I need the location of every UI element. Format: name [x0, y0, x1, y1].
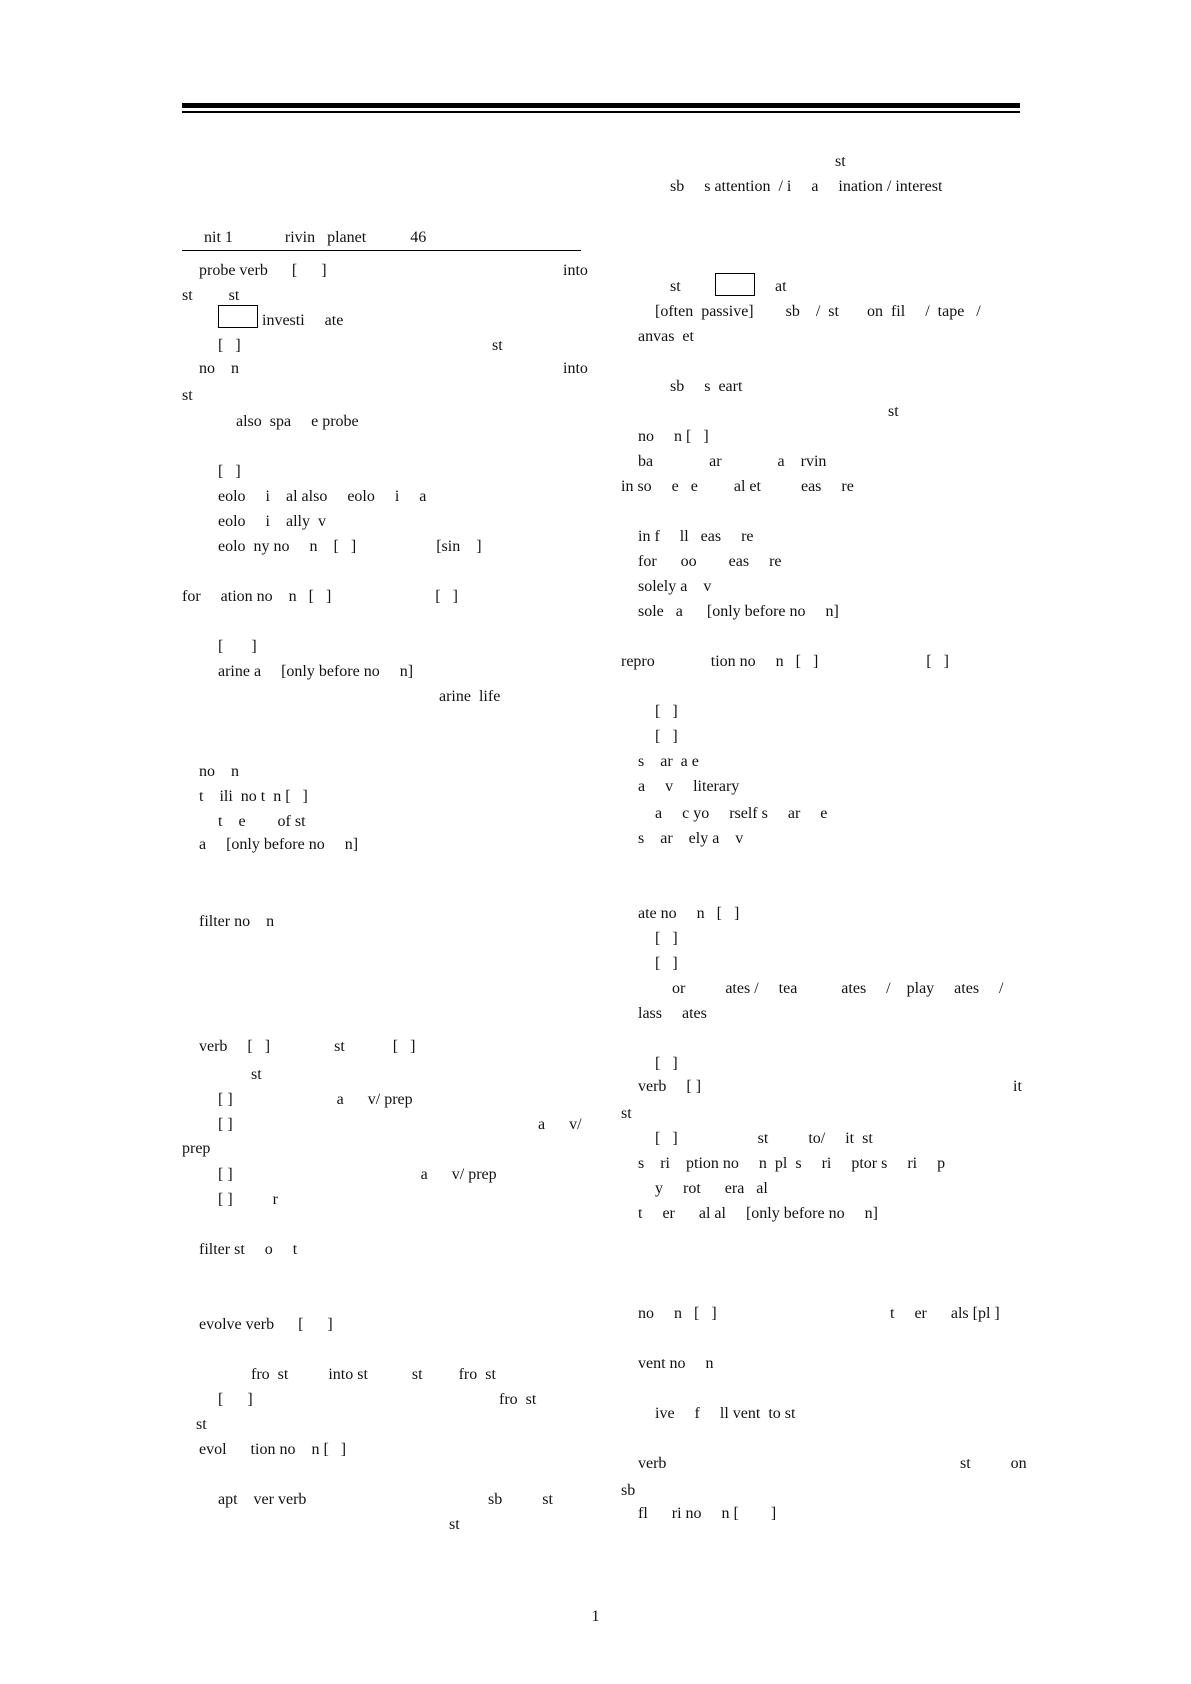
- entry-geologist: eolo ny no n [ ] [sin ]: [218, 538, 482, 555]
- entry-filter-sense-1: [ ] a v/ prep: [218, 1091, 413, 1108]
- entry-filter-sense-3: [ ] a v/ prep: [218, 1166, 497, 1183]
- entry-geothermal-origin: y rot era al: [655, 1180, 768, 1197]
- entry-filter-noun: filter no n: [199, 913, 275, 930]
- entry-capture-attention: sb s attention / i a ination / interest: [670, 178, 943, 195]
- entry-capture-st-3: st: [888, 403, 899, 420]
- entry-describe-verb: verb [ ]: [638, 1078, 702, 1095]
- entry-probe-line: st st: [182, 287, 240, 304]
- entry-filter-out: filter st o t: [199, 1241, 298, 1258]
- entry-marine-example: arine life: [439, 688, 501, 705]
- entry-evolve-pattern: fro st into st st fro st: [251, 1366, 496, 1383]
- entry-probe-sense: [ ]: [218, 337, 241, 354]
- entry-measure-full: in f ll eas re: [638, 528, 754, 545]
- entry-describe-st: st: [621, 1105, 632, 1122]
- entry-measure-good: for oo eas re: [638, 553, 782, 570]
- unit-heading: nit 1 rivin planet 46: [204, 229, 427, 246]
- entry-filter-sense-2: [ ]: [218, 1116, 233, 1133]
- entry-measure-example: ba ar a rvin: [638, 453, 827, 470]
- entry-solely: solely a v: [638, 578, 712, 595]
- entry-captivate-st: st: [449, 1516, 460, 1533]
- entry-probe-noun: no n: [199, 360, 239, 377]
- entry-filter-prep: prep: [182, 1140, 211, 1157]
- entry-capture-passive: [often passive] sb / st on fil / tape /: [655, 303, 981, 320]
- entry-marine: arine a [only before no n]: [218, 663, 414, 680]
- entry-evolve: evolve verb [ ]: [199, 1316, 333, 1333]
- entry-filter-sense-2-tail: a v/: [538, 1116, 582, 1133]
- entry-spare-example: a c yo rself s ar e: [655, 805, 828, 822]
- entry-noun-1: no n: [199, 763, 239, 780]
- entry-capture-canvas: anvas et: [638, 328, 694, 345]
- entry-geologically: eolo i ally v: [218, 513, 326, 530]
- entry-reproduction-sense-1: [ ]: [655, 703, 678, 720]
- entry-mate: ate no n [ ]: [638, 905, 740, 922]
- entry-probe-into: into: [563, 262, 588, 279]
- entry-probe-also: also spa e probe: [236, 413, 359, 430]
- entry-utility-example: t e of st: [218, 813, 306, 830]
- entry-mate-sense-1: [ ]: [655, 930, 678, 947]
- entry-evolve-from: fro st: [499, 1391, 537, 1408]
- entry-mate-classmates: lass ates: [638, 1005, 707, 1022]
- entry-captivate: apt ver verb: [218, 1491, 307, 1508]
- entry-geology-sense: [ ]: [218, 463, 241, 480]
- entry-reproduction: repro tion no n [ ] [ ]: [621, 653, 949, 670]
- entry-vent-verb: verb: [638, 1455, 667, 1472]
- entry-thermal: t er al al [only before no n]: [638, 1205, 878, 1222]
- blank-box-right: [715, 273, 755, 296]
- entry-filter-st: st: [251, 1066, 262, 1083]
- entry-capture-heart: sb s eart: [670, 378, 743, 395]
- entry-reproduction-sense-2: [ ]: [655, 728, 678, 745]
- entry-mate-sense-2: [ ]: [655, 955, 678, 972]
- entry-describe-it: it: [1013, 1078, 1022, 1095]
- entry-thermal-noun: no n [ ]: [638, 1305, 717, 1322]
- entry-mate-sense-3: [ ]: [655, 1055, 678, 1072]
- entry-sole: sole a [only before no n]: [638, 603, 839, 620]
- entry-capture-at: at: [775, 278, 787, 295]
- entry-filter-verb: verb [ ] st [ ]: [199, 1038, 416, 1055]
- entry-thermals: t er als [pl ]: [890, 1305, 1000, 1322]
- entry-evolve-sense: [ ]: [218, 1391, 253, 1408]
- entry-measure-in-some: in so e e al et eas re: [621, 478, 854, 495]
- entry-evolution: evol tion no n [ ]: [199, 1441, 347, 1458]
- entry-spare-literary: a v literary: [638, 778, 740, 795]
- entry-vent-sb: sb: [621, 1482, 636, 1499]
- entry-evolve-st: st: [196, 1416, 207, 1433]
- entry-probe-noun-st: st: [182, 387, 193, 404]
- entry-filter-sense-4: [ ] r: [218, 1191, 278, 1208]
- entry-measure-noun: no n [ ]: [638, 428, 709, 445]
- header-rule-thin: [182, 111, 1020, 113]
- entry-sparely: s ar ely a v: [638, 830, 744, 847]
- entry-describe-sense: [ ] st to/ it st: [655, 1130, 873, 1147]
- page-number: 1: [591, 1608, 600, 1625]
- entry-formation-sense: [ ]: [218, 638, 257, 655]
- blank-box: [218, 305, 258, 328]
- header-rule-thick: [182, 103, 1020, 108]
- entry-probe-noun-into: into: [563, 360, 588, 377]
- entry-probe-st: st: [492, 337, 503, 354]
- entry-probe-headword: probe verb [ ]: [199, 262, 327, 279]
- entry-captivate-args: sb st: [488, 1491, 553, 1508]
- entry-geological: eolo i al also eolo i a: [218, 488, 427, 505]
- entry-capture-st: st: [835, 153, 846, 170]
- entry-probe-synonym: investi ate: [262, 312, 344, 329]
- entry-adj-1: a [only before no n]: [199, 836, 359, 853]
- entry-formation: for ation no n [ ] [ ]: [182, 588, 458, 605]
- entry-vent: vent no n: [638, 1355, 714, 1372]
- entry-description: s ri ption no n pl s ri ptor s ri p: [638, 1155, 946, 1172]
- entry-vent-verb-args: st on: [960, 1455, 1027, 1472]
- entry-utility: t ili no t n [ ]: [199, 788, 308, 805]
- entry-capture-st-2: st: [670, 278, 681, 295]
- entry-mate-examples: or ates / tea ates / play ates /: [672, 980, 1004, 997]
- entry-vent-example: ive f ll vent to st: [655, 1405, 796, 1422]
- entry-flourish: fl ri no n [ ]: [638, 1505, 777, 1522]
- unit-heading-underline: [182, 250, 581, 251]
- entry-spare: s ar a e: [638, 753, 699, 770]
